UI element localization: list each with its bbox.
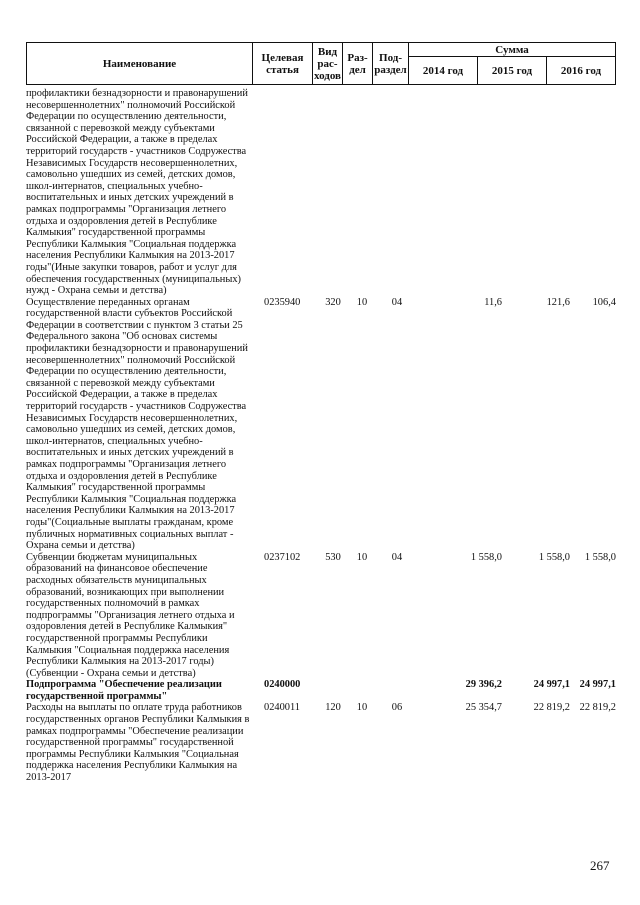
row-vid: 320 <box>325 296 341 308</box>
header-2015: 2015 год <box>478 57 547 85</box>
header-name: Наименование <box>27 43 253 85</box>
row-name: Субвенции бюджетам муниципальных образований на финансовое обеспечение расходных обязательств муниципальных образований, возникающих при выполнении государственных полномочий в рамках подпрограммы "Организация летнего отдыха и оздоровления детей в Республике Калмыкия" государственной программы Республики Калмыкия "Социальная поддержка населения Республики Калмыкия на 2013-2017 годы)(Субвенции - Охрана семьи и детства) <box>26 551 235 679</box>
row-2014: 11,6 <box>484 296 502 308</box>
row-2016: 1 558,0 <box>584 551 616 563</box>
row-2016: 22 819,2 <box>579 702 616 714</box>
header-vid: Вид рас-ходов <box>313 43 343 85</box>
table-row <box>26 88 616 297</box>
header-podrazdel: Под-раздел <box>373 43 409 85</box>
row-2015: 1 558,0 <box>538 551 570 563</box>
row-razdel: 10 <box>356 551 368 563</box>
header-razdel: Раз-дел <box>343 43 373 85</box>
table-row <box>26 702 616 783</box>
row-name: профилактики безнадзорности и правонарушений несовершеннолетних" полномочий Российской Федерации по осуществлению деятельности, связанной с перевозкой между субъектами Российской Федерации, а также в пределах территорий государств - участников Содружества Независимых Государств несовершеннолетних, самовольно ушедших из семей, детских домов, школ-интернатов, специальных учебно-воспитательных и иных детских учреждений в рамках подпрограммы "Организация летнего отдыха и оздоровления детей в Республике Калмыкия" государственной программы Республики Калмыкия "Социальная поддержка населения Республики Калмыкия на 2013-2017 годы"(Иные закупки товаров, работ и услуг для обеспечения государственных (муниципальных) нужд - Охрана семьи и детства) <box>26 88 248 297</box>
table-header <box>26 42 616 85</box>
table-row <box>26 679 616 702</box>
page-number: 267 <box>590 858 610 873</box>
row-vid: 120 <box>325 702 341 714</box>
row-2016: 24 997,1 <box>579 679 616 691</box>
row-2014: 1 558,0 <box>470 551 502 563</box>
header-2014: 2014 год <box>409 57 478 85</box>
row-2015: 22 819,2 <box>533 702 570 714</box>
table-row <box>26 297 616 552</box>
row-podrazdel: 04 <box>391 296 403 308</box>
row-name: Подпрограмма "Обеспечение реализации государственной программы" <box>26 679 222 702</box>
header-2016: 2016 год <box>547 57 616 85</box>
row-2014: 29 396,2 <box>465 679 502 691</box>
row-podrazdel: 06 <box>391 702 403 714</box>
row-celevaya: 0240011 <box>264 702 300 714</box>
row-name: Осуществление переданных органам государственной власти субъектов Российской Федерации в соответствии с пунктом 3 статьи 25 Федерального закона "Об основах системы профилактики безнадзорности и правонарушений несовершеннолетних" полномочий Российской Федерации по осуществлению деятельности, связанной с перевозкой между субъектами Российской Федерации, а также в пределах территорий государств - участников Содружества Независимых Государств несовершеннолетних, самовольно ушедших из семей, детских домов, школ-интернатов, специальных учебно-воспитательных и иных детских учреждений в рамках подпрограммы "Организация летнего отдыха и оздоровления детей в Республике Калмыкия" государственной программы Республики Калмыкия "Социальная поддержка населения Республики Калмыкия на 2013-2017 годы"(Социальные выплаты гражданам, кроме публичных нормативных социальных выплат - Охрана семьи и детства) <box>26 296 248 552</box>
table-body <box>26 88 616 784</box>
table-row <box>26 552 616 680</box>
row-celevaya: 0240000 <box>264 679 301 691</box>
row-celevaya: 0235940 <box>264 296 301 308</box>
row-2014: 25 354,7 <box>465 702 502 714</box>
row-name: Расходы на выплаты по оплате труда работников государственных органов Республики Калмыкия в рамках подпрограммы "Обеспечение реализации государственной программы" государственной программы Республики Калмыкия "Социальная поддержка населения Республики Калмыкия на 2013-2017 <box>26 702 250 784</box>
row-celevaya: 0237102 <box>264 551 301 563</box>
row-vid: 530 <box>325 551 341 563</box>
row-razdel: 10 <box>356 296 368 308</box>
row-podrazdel: 04 <box>391 551 403 563</box>
row-2015: 24 997,1 <box>533 679 570 691</box>
row-razdel: 10 <box>356 702 368 714</box>
row-2015: 121,6 <box>546 296 570 308</box>
header-summa: Сумма <box>409 43 616 57</box>
header-celevaya: Целевая статья <box>253 43 313 85</box>
row-2016: 106,4 <box>592 296 616 308</box>
